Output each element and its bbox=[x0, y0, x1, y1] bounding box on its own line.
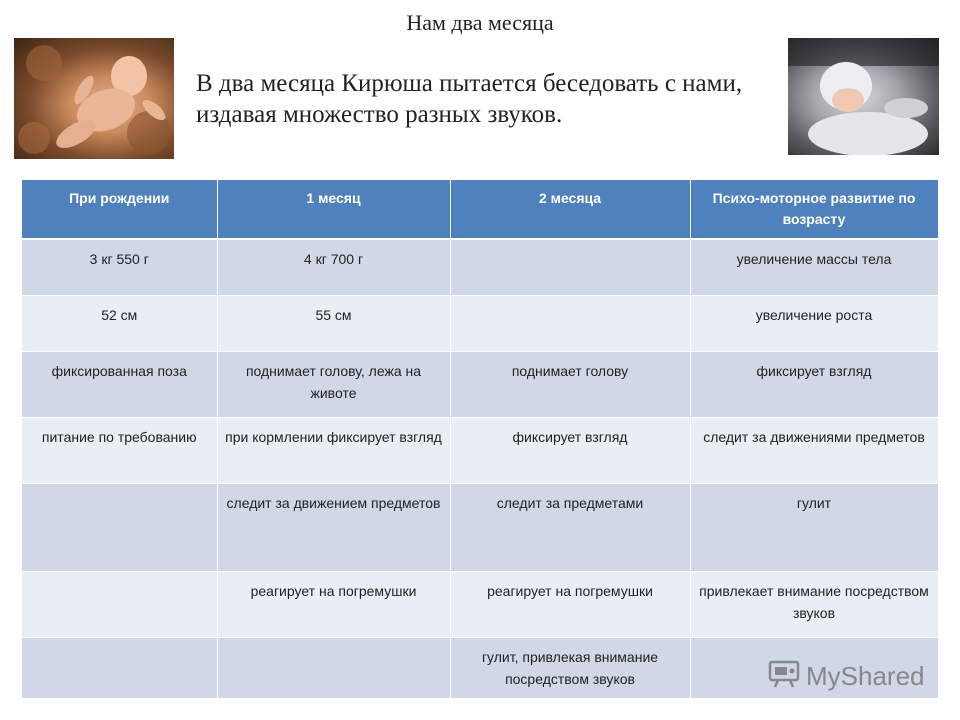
table-cell: следит за движением предметов bbox=[217, 483, 450, 571]
table-cell: питание по требованию bbox=[22, 417, 217, 483]
table-cell: 55 см bbox=[217, 295, 450, 351]
table-cell bbox=[450, 295, 690, 351]
table-cell: увеличение массы тела bbox=[690, 239, 938, 295]
table-row bbox=[22, 571, 938, 637]
table-cell: фиксирует взгляд bbox=[690, 351, 938, 417]
table-cell: 4 кг 700 г bbox=[217, 239, 450, 295]
table-cell: реагирует на погремушки bbox=[217, 571, 450, 637]
table-cell: следит за предметами bbox=[450, 483, 690, 571]
slide-subtitle: В два месяца Кирюша пытается беседовать с нами, издавая множество разных звуков. bbox=[196, 70, 743, 128]
table-cell bbox=[22, 637, 217, 698]
header-1-month: 1 месяц bbox=[217, 180, 450, 239]
table-cell bbox=[22, 483, 217, 571]
table-cell: увеличение роста bbox=[690, 295, 938, 351]
table-cell bbox=[217, 637, 450, 698]
table-cell: 3 кг 550 г bbox=[22, 239, 217, 295]
table-cell: фиксирует взгляд bbox=[450, 417, 690, 483]
development-table bbox=[22, 180, 939, 699]
header-psychomotor: Психо-моторное развитие по возрасту bbox=[690, 180, 938, 239]
table-cell: следит за движениями предметов bbox=[690, 417, 938, 483]
table-cell: гулит bbox=[690, 483, 938, 571]
baby-in-cap-photo bbox=[788, 38, 939, 155]
table-cell: реагирует на погремушки bbox=[450, 571, 690, 637]
page-title: Нам два месяца bbox=[406, 10, 554, 35]
table-cell: поднимает голову, лежа на животе bbox=[217, 351, 450, 417]
table-cell: привлекает внимание посредством звуков bbox=[690, 571, 938, 637]
table-row bbox=[22, 239, 938, 295]
table-cell: при кормлении фиксирует взгляд bbox=[217, 417, 450, 483]
projector-icon bbox=[768, 658, 800, 695]
header-at-birth: При рождении bbox=[22, 180, 217, 239]
table-row bbox=[22, 417, 938, 483]
table-row bbox=[22, 483, 938, 571]
table-cell bbox=[450, 239, 690, 295]
table-cell: гулит, привлекая внимание посредством звуков bbox=[450, 637, 690, 698]
header-2-months: 2 месяца bbox=[450, 180, 690, 239]
table-cell bbox=[22, 571, 217, 637]
watermark bbox=[768, 658, 925, 695]
table-row bbox=[22, 295, 938, 351]
table-cell: поднимает голову bbox=[450, 351, 690, 417]
table-header-row bbox=[22, 180, 938, 239]
table-row bbox=[22, 351, 938, 417]
watermark-text: MyShared bbox=[806, 661, 925, 691]
baby-lying-photo bbox=[14, 38, 174, 159]
table-cell: фиксированная поза bbox=[22, 351, 217, 417]
table-cell: 52 см bbox=[22, 295, 217, 351]
